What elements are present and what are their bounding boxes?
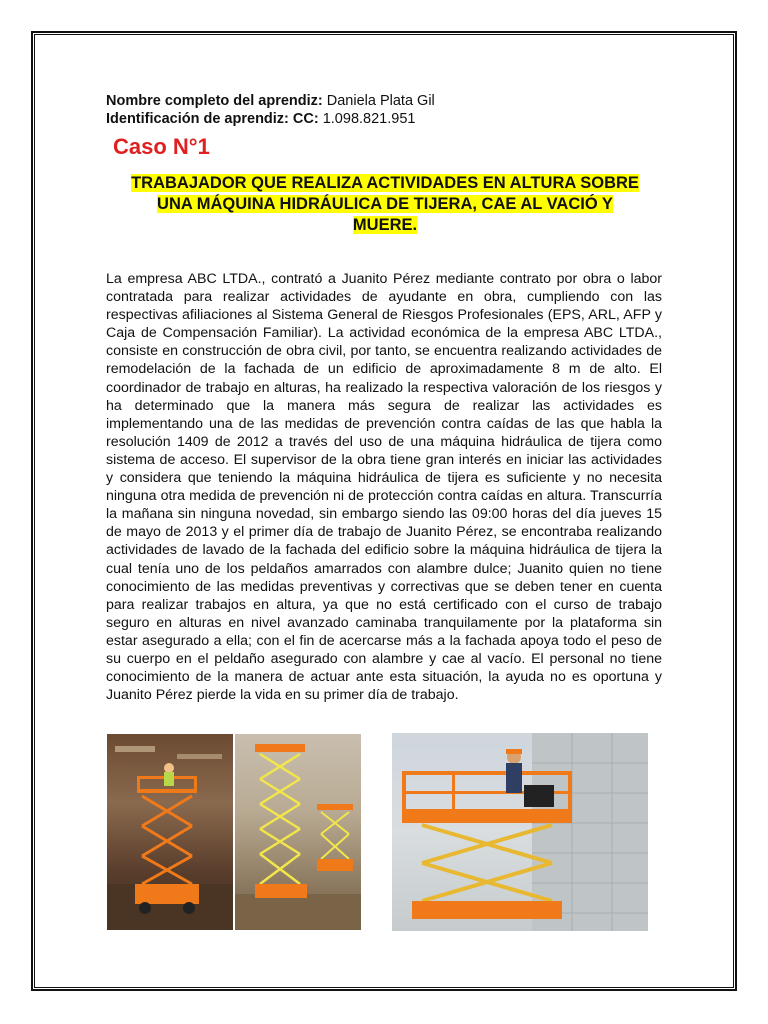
id-line [106, 110, 415, 128]
case-title: Caso N°1 [113, 134, 210, 159]
scissor-lift-photo-2 [235, 734, 361, 930]
scissor-lift-photo-3 [392, 733, 648, 931]
id-label: Identificación de aprendiz: CC: [106, 111, 319, 127]
name-line [106, 92, 435, 110]
case-heading-text: TRABAJADOR QUE REALIZA ACTIVIDADES EN ALTURA SOBRE UNA MÁQUINA HIDRÁULICA DE TIJERA, CAE AL VACIÓ Y MUERE. [131, 174, 639, 234]
name-label: Nombre completo del aprendiz: [106, 93, 323, 109]
id-value: 1.098.821.951 [322, 111, 416, 127]
case-description: La empresa ABC LTDA., contrató a Juanito Pérez mediante contrato por obra o labor contratada para realizar actividades de ayudante en obra, cumpliendo con las respectivas afiliaciones al Sistema General de Riesgos Profesionales (EPS, ARL, AFP y Caja de Compensación Familiar). La actividad económica de la empresa ABC LTDA., consiste en construcción de obra civil, por tanto, se encuentra realizando actividades de remodelación de la fachada de un edificio de aproximadamente 8 m de alto. El coordinador de trabajo en alturas, ha realizado la respectiva valoración de los riesgos y ha determinado que la manera más segura de realizar las actividades es implementando una de las medidas de prevención contra caídas de las que habla la resolución 1409 de 2012 a través del uso de una máquina hidráulica de tijera como sistema de acceso. El supervisor de la obra tiene gran interés en iniciar las actividades y considera que teniendo la máquina hidráulica de tijera es suficiente y no necesita ninguna otra medida de prevención ni de protección contra caídas en altura. Transcurría la mañana sin ninguna novedad, sin embargo siendo las 09:00 horas del día jueves 15 de mayo de 2013 y el primer día de trabajo de Juanito Pérez, se encontraba realizando actividades de lavado de la fachada del edificio sobre la máquina hidráulica de tijera la cual tenía uno de los peldaños amarrados con alambre dulce; Juanito quien no tiene conocimiento de las medidas preventivas y correctivas que se deben tener en cuenta para realizar trabajos en altura, ya que no está certificado con el curso de trabajo seguro en alturas en nivel avanzado caminaba tranquilamente por la plataforma sin estar asegurado a ella; con el fin de acercarse más a la fachada apoya todo el peso de su cuerpo en el peldaño asegurado con alambre y cae al vacío. El personal no tiene conocimiento de la manera de actuar ante esta situación, la ayuda no es oportuna y Juanito Pérez pierde la vida en su primer día de trabajo. [106, 271, 662, 704]
name-value: Daniela Plata Gil [326, 93, 435, 109]
case-heading [130, 173, 640, 236]
scissor-lift-photo-1 [107, 734, 233, 930]
